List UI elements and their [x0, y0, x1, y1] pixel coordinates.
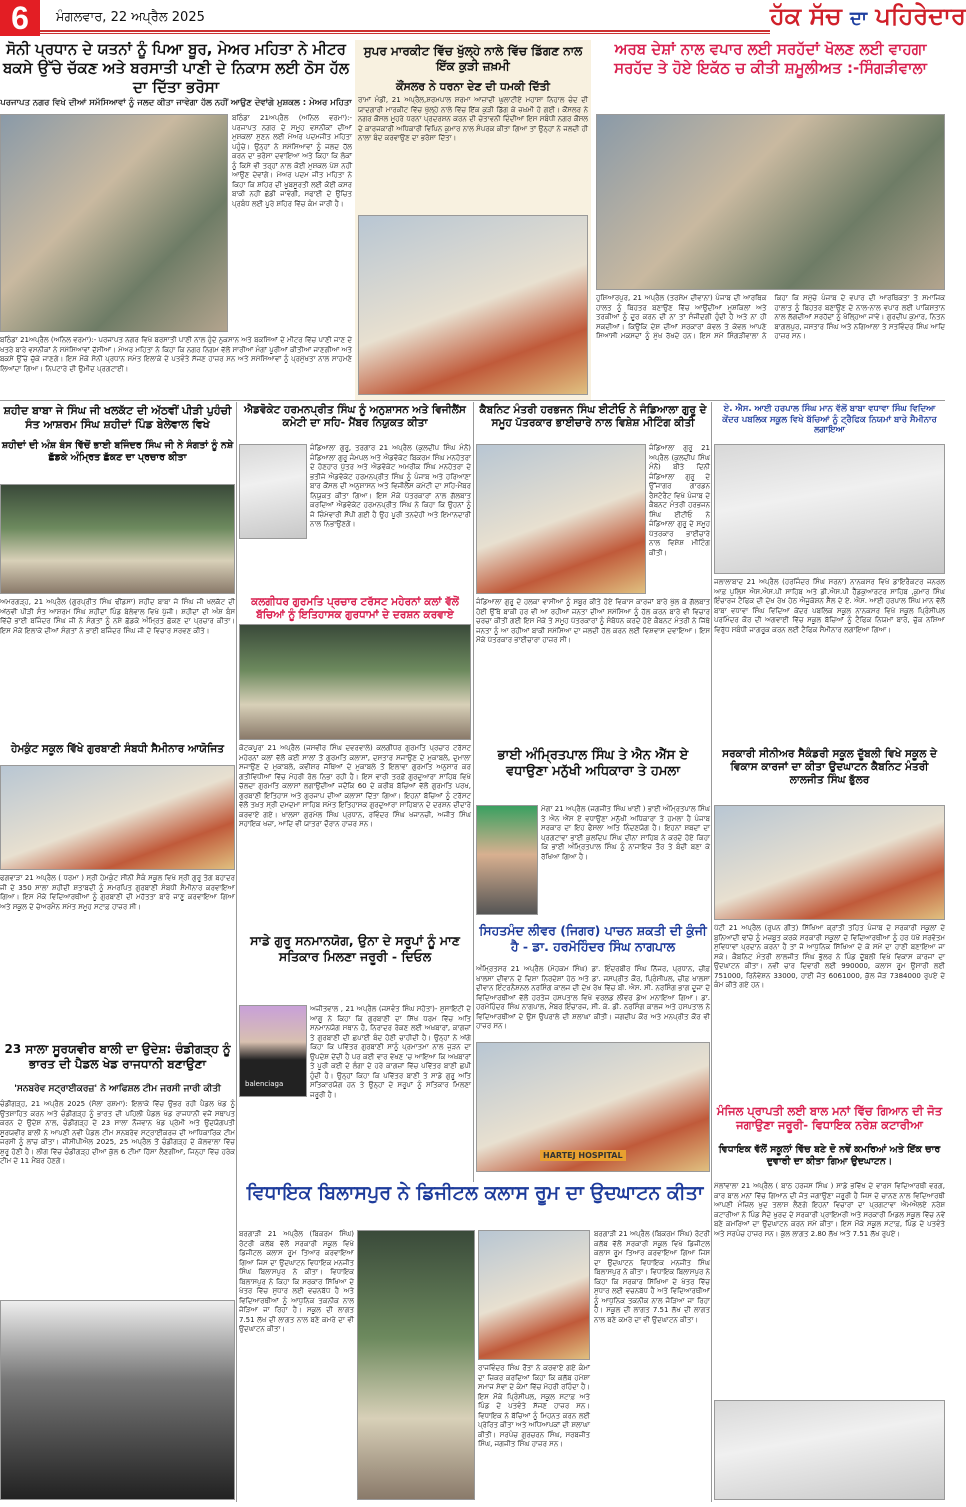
- article-body: ਬਰਗਾੜੀ 21 ਅਪ੍ਰੈਲ (ਬਿਕਰਮ ਸਿੰਘ) ਰੋਟਰੀ ਕਲੱਬ ਵੱਲੋਂ ਸਰਕਾਰੀ ਸਕੂਲ ਵਿਖੇ ਡਿਜੀਟਲ ਕਲਾਸ ਰੂਮ ਤਿਆਰ ਕਰਵਾਇਆ ਗਿਆ ਜਿਸ ਦਾ ਉਦਘਾਟਨ ਵਿਧਾਇਕ ਮਨਜੀਤ ਸਿੰਘ ਬਿਲਾਸਪੁਰ ਨੇ ਕੀਤਾ। ਵਿਧਾਇਕ ਬਿਲਾਸਪੁਰ ਨੇ ਕਿਹਾ ਕਿ ਸਰਕਾਰ ਸਿੱਖਿਆ ਦੇ ਖੇਤਰ ਵਿੱਚ ਸੁਧਾਰ ਲਈ ਵਚਨਬੱਧ ਹੈ ਅਤੇ ਵਿਦਿਆਰਥੀਆਂ ਨੂੰ ਆਧੁਨਿਕ ਤਕਨੀਕ ਨਾਲ ਜੋੜਿਆ ਜਾ ਰਿਹਾ ਹੈ। ਸਕੂਲ ਦੀ ਲਾਗਤ 7.51 ਲੱਖ ਦੀ ਲਾਗਤ ਨਾਲ ਬਣੇ ਕਮਰੇ ਦਾ ਵੀ ਉਦਘਾਟਨ ਕੀਤਾ।: [594, 1230, 710, 1324]
- headline-amritpal-nsa: ਭਾਈ ਅੰਮ੍ਰਿਤਪਾਲ ਸਿੰਘ ਤੇ ਐਨ ਐੱਸ ਏ ਵਧਾਉਣਾ ਮਨੁੱਖੀ ਅਧਿਕਾਰਾ ਤੇ ਹਮਲਾ: [497, 748, 689, 780]
- subheadline: ਸ਼ਹੀਦਾਂ ਦੀ ਅੰਸ਼ ਬੰਸ ਵਿੱਚੋਂ ਭਾਈ ਬਜਿੰਦਰ ਸਿੰਘ ਜੀ ਨੇ ਸੰਗਤਾਂ ਨੂੰ ਨਸ਼ੇ ਛੱਡਕੇ ਅੰਮ੍ਰਿਤ ਛੱਕਣ ਦਾ ਪ੍ਰਚਾਰ ਕੀਤਾ: [1, 440, 234, 464]
- photo-inauguration: [714, 805, 945, 920]
- divider: [236, 402, 237, 1502]
- photo-advocate-portrait: [239, 444, 307, 539]
- photo-school-rooms: [714, 1400, 945, 1500]
- headline-kataria: ਮੰਜਿਲ ਪ੍ਰਾਪਤੀ ਲਈ ਬਾਲ ਮਨਾਂ ਵਿੱਚ ਗਿਆਨ ਦੀ ਜੋਤ ਜਗਾਉਣਾ ਜਰੂਰੀ- ਵਿਧਾਇਕ ਨਰੇਸ਼ ਕਟਾਰੀਆ: [716, 1104, 943, 1133]
- article-body: ਅਜੀਤਵਾਲ , 21 ਅਪ੍ਰੈਲ (ਜਸਵੰਤ ਸਿੰਘ ਸਹੋਤਾ)- ਸੁਸਾਇਟੀ ਦੇ ਆਗੂ ਨੇ ਕਿਹਾ ਕਿ ਗੁਰਬਾਣੀ ਦਾ ਸਿੱਖ ਧਰਮ ਵਿੱਚ ਅਤਿ ਸਨਮਾਨਯੋਗ ਸਥਾਨ ਹੈ, ਨਿਰਾਦਰ ਰੋਕਣ ਲਈ ਅਖ਼ਬਾਰਾਂ, ਕਾਗਜ਼ਾਂ ਤੇ ਗੁਰਬਾਣੀ ਦੀ ਛਪਾਈ ਬੰਦ ਹੋਣੀ ਚਾਹੀਦੀ ਹੈ। ਉਨ੍ਹਾਂ ਨੇ ਅੱਗੇ ਕਿਹਾ ਕਿ ਪਵਿੱਤਰ ਗੁਰਬਾਣੀ ਸਾਨੂੰ ਪ੍ਰਮਾਤਮਾ ਨਾਲ ਜੁੜਨ ਦਾ ਉਪਦੇਸ਼ ਦੇਂਦੀ ਹੈ ਪਰ ਕਈ ਵਾਰ ਵੇਖਣ 'ਚ ਆਇਆ ਕਿ ਅਖ਼ਬਾਰਾਂ ਤੇ ਪੂਰੀ ਕਈ ਦੇ ਲੰਗਾ ਦੇ ਹਰੇ ਕਾਗਜ਼ਾਂ ਵਿੱਚ ਪਵਿੱਤਰ ਬਾਣੀ ਛਪੀ ਹੁੰਦੀ ਹੈ। ਉਨ੍ਹਾਂ ਕਿਹਾ ਕਿ ਪਵਿੱਤਰ ਬਾਣੀ ਤੇ ਸਾਡੇ ਗੁਰੂ ਅਤਿ ਸਤਿਕਾਰਯੋਗ ਹਨ ਤੇ ਉਨ੍ਹਾਂ ਦੇ ਸਰੂਪਾਂ ਨੂੰ ਸਤਿਕਾਰ ਮਿਲਣਾ ਜਰੂਰੀ ਹੈ।: [310, 1005, 471, 1099]
- page-number: 6: [0, 0, 40, 36]
- headline-dubli-school: ਸਰਕਾਰੀ ਸੀਨੀਅਰ ਸੈਕੰਡਰੀ ਸਕੂਲ ਦੂੱਬਲੀ ਵਿਖੇ ਸਕੂਲ ਦੇ ਵਿਕਾਸ ਕਾਰਜਾਂ ਦਾ ਕੀਤਾ ਉਦਘਾਟਨ ਕੈਬਨਿਟ ਮੰਤਰੀ ਲਾਲਜੀਤ ਸਿੰਘ ਭੁੱਲਰ: [722, 748, 937, 787]
- shirt-text: balenciaga: [245, 1080, 284, 1088]
- photo-students-seminar: [714, 444, 945, 574]
- article-body: ਪੱਟੀ 21 ਅਪ੍ਰੈਲ (ਰੁਪਨ ਗੀਤ) ਸਿੱਖਿਆ ਕ੍ਰਾਂਤੀ ਤਹਿਤ ਪੰਜਾਬ ਦੇ ਸਰਕਾਰੀ ਸਕੂਲਾਂ ਦੇ ਬੁਨਿਆਦੀ ਢਾਂਚੇ ਨੂੰ ਮਜ਼ਬੂਤ ਕਰਕੇ ਸਰਕਾਰੀ ਸਕੂਲਾਂ ਦੇ ਵਿਦਿਆਰਥੀਆਂ ਨੂੰ ਹਰ ਪੱਖੋਂ ਸਰਵੋਤਮ ਸੁਵਿਧਾਵਾਂ ਪ੍ਰਦਾਨ ਕਰਨਾ ਹੈ ਤਾਂ ਜੋ ਆਧੁਨਿਕ ਸਿੱਖਿਆ ਦੇ ਕੇ ਸਮੇਂ ਦਾ ਹਾਣੀ ਬਣਾਇਆ ਜਾ ਸਕੇ। ਕੈਬਨਿਟ ਮੰਤਰੀ ਲਾਲਜੀਤ ਸਿੰਘ ਭੁੱਲਰ ਨੇ ਪਿੰਡ ਦੂੱਬਲੀ ਵਿਖੇ ਵਿਕਾਸ ਕਾਰਜਾਂ ਦਾ ਉਦਘਾਟਨ ਕੀਤਾ। ਨਵੀਂ ਚਾਰ ਦਿਵਾਰੀ ਲਈ 990000, ਕਲਾਸ ਰੂਮ ਉਸਾਰੀ ਲਈ 751000, ਰਿਨੋਵੇਸ਼ਨ 33000, ਹਾਈ ਜੋਤ 6061000, ਕੁੱਲ ਜੋੜ 7384000 ਰੁਪਏ ਦੇ ਕੰਮ ਕੀਤੇ ਗਏ ਹਨ।: [714, 924, 945, 989]
- issue-date: ਮੰਗਲਵਾਰ, 22 ਅਪ੍ਰੈਲ 2025: [56, 10, 205, 25]
- photo-school-gate: [478, 1230, 590, 1360]
- photo-classroom-inauguration: [357, 1230, 475, 1500]
- article-body: ਬਰਗਾੜੀ 21 ਅਪ੍ਰੈਲ (ਬਿਕਰਮ ਸਿੰਘ) ਰੋਟਰੀ ਕਲੱਬ ਵੱਲੋਂ ਸਰਕਾਰੀ ਸਕੂਲ ਵਿਖੇ ਡਿਜੀਟਲ ਕਲਾਸ ਰੂਮ ਤਿਆਰ ਕਰਵਾਇਆ ਗਿਆ ਜਿਸ ਦਾ ਉਦਘਾਟਨ ਵਿਧਾਇਕ ਮਨਜੀਤ ਸਿੰਘ ਬਿਲਾਸਪੁਰ ਨੇ ਕੀਤਾ। ਵਿਧਾਇਕ ਬਿਲਾਸਪੁਰ ਨੇ ਕਿਹਾ ਕਿ ਸਰਕਾਰ ਸਿੱਖਿਆ ਦੇ ਖੇਤਰ ਵਿੱਚ ਸੁਧਾਰ ਲਈ ਵਚਨਬੱਧ ਹੈ ਅਤੇ ਵਿਦਿਆਰਥੀਆਂ ਨੂੰ ਆਧੁਨਿਕ ਤਕਨੀਕ ਨਾਲ ਜੋੜਿਆ ਜਾ ਰਿਹਾ ਹੈ। ਸਕੂਲ ਦੀ ਲਾਗਤ 7.51 ਲੱਖ ਦੀ ਲਾਗਤ ਨਾਲ ਬਣੇ ਕਮਰੇ ਦਾ ਵੀ ਉਦਘਾਟਨ ਕੀਤਾ।: [239, 1230, 354, 1333]
- divider: [711, 402, 712, 1502]
- article-body: ਹੁਸ਼ਿਆਰਪੁਰ, 21 ਅਪ੍ਰੈਲ (ਤਰਸੇਮ ਦੀਵਾਨਾ) ਪੰਜਾਬ ਦੀ ਆਰਥਿਕ ਹਾਲਤ ਨੂੰ ਬਿਹਤਰ ਬਣਾਉਣ ਵਿੱਚ ਆਉਂਦੀਆਂ ਮੁਸ਼ਕਿਲਾਂ ਅਤੇ ਤਰਕੀਆਂ ਨੂੰ ਦੂਰ ਕਰਨ ਦੀ ਨਾ ਤਾਂ ਸੰਜੀਦਗੀ ਹੁੰਦੀ ਹੈ ਅਤੇ ਨਾ ਹੀ ਸਕਦੀਆਂ। ਕਿਉਂਕਿ ਦੇਸ਼ ਦੀਆਂ ਸਰਕਾਰਾਂ ਕੇਵਲ ਤੇ ਕੇਵਲ ਆਪਣੇ ਸਿਆਸੀ ਮਕਸਦਾਂ ਨੂੰ ਮੁੱਖ ਰੱਖਦੇ ਹਨ। ਇਸ ਸਮੇਂ ਸਿੰਗੜੀਵਾਲਾ ਨੇ ਕਿਹਾ ਕਿ ਸਮੁੱਚੇ ਪੰਜਾਬ ਦੇ ਵਪਾਰ ਦੀ ਆਰਥਿਕਤਾ ਤੇ ਸਮਾਜਿਕ ਹਾਲਾਤ ਨੂੰ ਬਿਹਤਰ ਬਣਾਉਣ ਦੇ ਨਾਲ-ਨਾਲ ਵਪਾਰ ਲਈ ਪਾਕਿਸਤਾਨ ਨਾਲ ਲੱਗਦੀਆਂ ਸਰਹੱਦਾਂ ਨੂੰ ਖੋਲ੍ਹਿਆ ਜਾਵੇ। ਗੁਰਦੀਪ ਕੁਮਾਰ, ਨਿਤਨ ਬਾਗਲਪੁਰ, ਜਸਤਾਰ ਸਿੰਘ ਅਤੇ ਨਗਿਆਲਾ ਤੇ ਸਤਵਿੰਦਰ ਸਿੰਘ ਆਦਿ ਹਾਜ਼ਰ ਸਨ।: [596, 294, 945, 340]
- masthead-part: ਹੱਕ ਸੱਚ: [770, 2, 850, 30]
- article-body: ਬਠਿੰਡਾ 21ਅਪ੍ਰੈਲ (ਅਨਿਲ ਵਰਮਾ):- ਪਰਜਾਪਤ ਨਗਰ ਵਿਖੇ ਬਰਸਾਤੀ ਪਾਣੀ ਨਾਲ ਹੁੰਦੇ ਨੁਕਸਾਨ ਅਤੇ ਬਕਸਿਆਂ ਦੇ ਮੀਟਰ ਵਿੱਚ ਪਾਣੀ ਜਾਣ ਦੇ ਖਤਰੇ ਬਾਰੇ ਵਸਨੀਕਾਂ ਨੇ ਸਮੱਸਿਆਵਾਂ ਦੱਸੀਆਂ। ਮੇਅਰ ਮਹਿਤਾ ਨੇ ਕਿਹਾ ਕਿ ਨਗਰ ਨਿਗਮ ਵੱਲੋਂ ਸਾਰੀਆਂ ਮੰਗਾਂ ਪੂਰੀਆਂ ਕੀਤੀਆਂ ਜਾਣਗੀਆਂ ਅਤੇ ਬਕਸੇ ਉੱਚੇ ਚੁੱਕੇ ਜਾਣਗੇ। ਇਸ ਮੌਕੇ ਸੋਨੀ ਪ੍ਰਧਾਨ ਸਮੇਤ ਇਲਾਕੇ ਦੇ ਪਤਵੰਤੇ ਸੱਜਣ ਹਾਜ਼ਰ ਸਨ ਅਤੇ ਸਮੱਸਿਆਵਾਂ ਨੂੰ ਪ੍ਰਮੁੱਖਤਾ ਨਾਲ ਸਾਹਮਣੇ ਲਿਆਂਦਾ ਗਿਆ। ਨਿਪਟਾਰੇ ਦੀ ਉਮੀਦ ਪ੍ਰਗਟਾਈ।: [0, 336, 352, 373]
- subheadline: ਪਰਜਾਪਤ ਨਗਰ ਵਿਖੇ ਦੀਆਂ ਸਮੱਸਿਆਵਾਂ ਨੂੰ ਜਲਦ ਕੀਤਾ ਜਾਵੇਗਾ ਹੱਲ ਨਹੀਂ ਆਉਣ ਦੇਵਾਂਗੇ ਮੁਸ਼ਕਲ : ਮੇਅਰ ਮਹਿਤਾ: [0, 98, 352, 108]
- divider: [0, 400, 945, 401]
- photo-meeting: [476, 444, 646, 594]
- article-body: ਜੰਡਿਆਲਾ ਗੁਰੂ, ਤਰਗਾਰ 21 ਅਪ੍ਰੈਲ (ਕੁਲਦੀਪ ਸਿੰਘ ਮੰਨੋਂ) ਜੰਡਿਆਲਾ ਗੁਰੂ ਜੰਮਪਲ ਅਤੇ ਐਡਵੋਕੇਟ ਬਿਕਰਮ ਸਿੰਘ ਮਨਹੋਤਰਾ ਦੇ ਹੋਣਹਾਰ ਪੁੱਤਰ ਅਤੇ ਐਡਵੋਕੇਟ ਅਮਰੀਕ ਸਿੰਘ ਮਨਹੋਤਰਾ ਦੇ ਭਤੀਜੇ ਐਡਵੋਕੇਟ ਹਰਮਨਪ੍ਰੀਤ ਸਿੰਘ ਨੂੰ ਪੰਜਾਬ ਅਤੇ ਹਰਿਆਣਾ ਬਾਰ ਕੌਂਸਲ ਦੀ ਅਨੁਸ਼ਾਸਨ ਅਤੇ ਵਿਜੀਲੈਂਸ ਕਮੇਟੀ ਦਾ ਸਹਿ-ਮੈਂਬਰ ਨਿਯੁਕਤ ਕੀਤਾ ਗਿਆ। ਇਸ ਮੌਕੇ ਪੱਤਰਕਾਰਾਂ ਨਾਲ ਗੱਲਬਾਤ ਕਰਦਿਆਂ ਐਡਵੋਕੇਟ ਹਰਮਨਪ੍ਰੀਤ ਸਿੰਘ ਨੇ ਕਿਹਾ ਕਿ ਉਹਨਾਂ ਨੂੰ ਜੋ ਜ਼ਿੰਮੇਵਾਰੀ ਸੌਂਪੀ ਗਈ ਹੈ ਉਹ ਪੂਰੀ ਤਨਦੇਹੀ ਅਤੇ ਇਮਾਨਦਾਰੀ ਨਾਲ ਨਿਭਾਉਣਗੇ।: [310, 444, 471, 528]
- hospital-banner: HARTEJ HOSPITAL: [540, 1150, 626, 1161]
- article-body: ਫਗਵਾੜਾ 21 ਅਪ੍ਰੈਲ ( ਧਰਮਾ ) ਸ੍ਰੀ ਹੇਮਕੁੰਟ ਸੀਨੀ ਸੈਕੰ ਸਕੂਲ ਵਿਖੇ ਸ੍ਰੀ ਗੁਰੂ ਤੇਗ ਬਹਾਦਰ ਜੀ ਦੇ 350 ਸਾਲਾ ਸ਼ਹੀਦੀ ਸ਼ਤਾਬਦੀ ਨੂੰ ਸਮਰਪਿਤ ਗੁਰਬਾਣੀ ਸੰਬਧੀ ਸੈਮੀਨਾਰ ਕਰਵਾਇਆ ਗਿਆ। ਇਸ ਮੌਕੇ ਵਿਦਿਆਰਥੀਆਂ ਨੂੰ ਗੁਰਬਾਣੀ ਦੀ ਮਹੱਤਤਾ ਬਾਰੇ ਜਾਣੂ ਕਰਵਾਇਆ ਗਿਆ ਅਤੇ ਸਕੂਲ ਦੇ ਚੇਅਰਮੈਨ ਸਮੇਤ ਸਮੂਹ ਸਟਾਫ਼ ਹਾਜ਼ਰ ਸੀ।: [0, 874, 235, 911]
- photo-seminar: [0, 765, 235, 870]
- photo-injured-girl: [358, 215, 588, 395]
- article-body: ਮੋਗਾ 21 ਅਪ੍ਰੈਲ (ਜਗਜੀਤ ਸਿੰਘ ਖਾਈ ) ਭਾਈ ਅੰਮ੍ਰਿਤਪਾਲ ਸਿੰਘ ਤੇ ਐਨ ਐੱਸ ਏ ਵਧਾਉਣਾ ਮਨੁੱਖੀ ਅਧਿਕਾਰਾ ਤੇ ਹਮਲਾ ਹੈ ਪੰਜਾਬ ਸਰਕਾਰ ਦਾ ਇਹ ਫੈਸਲਾ ਅਤਿ ਨਿੰਦਣਯੋਗ ਹੈ। ਇਹਨਾਂ ਸ਼ਬਦਾਂ ਦਾ ਪ੍ਰਗਟਾਵਾ ਭਾਈ ਕੁਲਦਿਪ ਸਿੰਘ ਦੀਨਾ ਸਾਹਿਬ ਨੇ ਕਰਦੇ ਹੋਏ ਕਿਹਾ ਕਿ ਭਾਈ ਅੰਮ੍ਰਿਤਪਾਲ ਸਿੰਘ ਨੂੰ ਨਾਜਾਇਜ਼ ਤੌਰ ਤੇ ਬੰਦੀ ਬਣਾ ਕੇ ਰੱਖਿਆ ਗਿਆ ਹੈ।: [541, 805, 711, 861]
- article-body: ਕੋਟਕਪੂਰਾ 21 ਅਪ੍ਰੈਲ (ਜਸਵੀਰ ਸਿੰਘ ਦਵਰਵਾਲੇ) ਕਲਗੀਧਰ ਗੁਰਮਤਿ ਪ੍ਰਚਾਰ ਟਰੱਸਟ ਮਹੇਰਨਾਂ ਕਲਾਂ ਵੱਲੋਂ ਕਈ ਸਾਲਾਂ ਤੋਂ ਗੁਰਮਤਿ ਕਲਾਸਾਂ, ਦਸਤਾਰ ਸਜਾਉਣ ਦੇ ਮੁਕਾਬਲੇ, ਦੁਮਾਲਾ ਸਜਾਉਣ ਦੇ ਮੁਕਾਬਲੇ, ਕਵੀਸ਼ਰ ਜੱਥਿਆਂ ਦੇ ਮੁਕਾਬਲੇ ਤੋਂ ਇਲਾਵਾ ਗੁਰਮਤਿ ਅਨੁਸਾਰ ਕਰ ਗਤੀਵਿਧੀਆਂ ਵਿੱਚ ਮੋਹਰੀ ਰੋਲ ਨਿਭਾ ਰਹੀ ਹੈ। ਇਸ ਵਾਰੀ ਤਰਫ਼ੋਂ ਗੁਰਦੁਆਰਾ ਸਾਹਿਬ ਵਿਖੇ ਚੱਲਦਾ ਗੁਰਮਤਿ ਕਲਾਸਾਂ ਲਗਾਉਂਦੀਆਂ ਜਦੋਂਕਿ 60 ਦੇ ਕਰੀਬ ਬੱਚਿਆਂ ਵੱਲੋਂ ਗੁਰਮਤਿ ਪਰਖ, ਗੁਰਬਾਣੀ ਇਤਿਹਾਸ ਅਤੇ ਗੁਰਜਾਪ ਦੀਆਂ ਕਲਾਸਾਂ ਦਿੱਤਾ ਗਿਆ। ਇਹਨਾਂ ਬੱਚਿਆਂ ਨੂੰ ਟਰੱਸਟ ਵੱਲੋਂ ਤਖ਼ਤ ਸ੍ਰੀ ਦਮਦਮਾ ਸਾਹਿਬ ਸਮੇਤ ਇਤਿਹਾਸਕ ਗੁਰਦੁਆਰਾ ਸਾਹਿਬਾਨ ਦੇ ਦਰਸ਼ਨ ਦੀਦਾਰੇ ਕਰਵਾਏ ਗਏ। ਖਾਲਸਾ ਗੁਰਮੇਲ ਸਿੰਘ ਪ੍ਰਧਾਨ, ਰਵਿੰਦਰ ਸਿੰਘ ਖਜਾਨਚੀ, ਅਜੀਤ ਸਿੰਘ ਸਹਾਇਕ ਖਜ਼ਾ, ਆਦਿ ਵੀ ਯਾਤਰਾ ਦੌਰਾਨ ਹਾਜ਼ਰ ਸਨ।: [239, 744, 471, 828]
- photo-mayor-visit: [0, 114, 228, 332]
- header-rule: [40, 30, 770, 34]
- article-body: ਜੰਡਿਆਲਾ ਗੁਰੂ 21 ਅਪ੍ਰੈਲ (ਕੁਲਦੀਪ ਸਿੰਘ ਮੰਨੋਂ) ਬੀਤੇ ਦਿਨੀ ਜੰਡਿਆਲਾ ਗੁਰੂ ਦੇ ਉੱਜਾਗਰ ਗਾਰਡਨ ਰੈਸਟੋਰੈਂਟ ਵਿਖੇ ਪੰਜਾਬ ਦੇ ਕੈਬਨਟ ਮੰਤਰੀ ਹਰਭਜਨ ਸਿੰਘ ਈਟੀਓ ਨੇ ਜੰਡਿਆਲਾ ਗੁਰੂ ਦੇ ਸਮੂਹ ਪੱਤਰਕਾਰ ਭਾਈਚਾਰੇ ਨਾਲ ਵਿਸ਼ੇਸ਼ ਮੀਟਿੰਗ ਕੀਤੀ।: [649, 444, 710, 557]
- headline-deol: ਸਾਡੇ ਗੁਰੂ ਸਨਮਾਨਯੋਗ, ਉਨਾ ਦੇ ਸਰੂਪਾਂ ਨੂੰ ਮਾਣ ਸਤਿਕਾਰ ਮਿਲਣਾ ਜਰੂਰੀ - ਦਿਓਲ: [250, 933, 460, 964]
- article-body: ਰਾਜਵਿੰਦਰ ਸਿੰਘ ਰੌਂਤਾ ਨੇ ਕਰਵਾਏ ਗਏ ਕੰਮਾਂ ਦਾ ਜ਼ਿਕਰ ਕਰਦਿਆਂ ਕਿਹਾ ਕਿ ਕਲੱਬ ਹਮੇਸ਼ਾ ਸਮਾਜ ਸੇਵਾ ਦੇ ਕੰਮਾਂ ਵਿੱਚ ਮੋਹਰੀ ਰਹਿੰਦਾ ਹੈ। ਇਸ ਮੌਕੇ ਪ੍ਰਿੰਸੀਪਲ, ਸਕੂਲ ਸਟਾਫ਼ ਅਤੇ ਪਿੰਡ ਦੇ ਪਤਵੰਤੇ ਸੱਜਣ ਹਾਜ਼ਰ ਸਨ। ਵਿਧਾਇਕ ਨੇ ਬੱਚਿਆਂ ਨੂੰ ਮਿਹਨਤ ਕਰਨ ਲਈ ਪ੍ਰੇਰਿਤ ਕੀਤਾ ਅਤੇ ਅਧਿਆਪਕਾਂ ਦੀ ਸ਼ਲਾਘਾ ਕੀਤੀ। ਸਰਪੰਚ ਗੁਰਚਰਨ ਸਿੰਘ, ਸਰਬਜੀਤ ਸਿੰਘ, ਜਗਜੀਤ ਸਿੰਘ ਹਾਜ਼ਰ ਸਨ।: [478, 1364, 590, 1448]
- subheadline: ਕੌਂਸਲਰ ਨੇ ਧਰਨਾ ਦੇਣ ਦੀ ਧਮਕੀ ਦਿੱਤੀ: [396, 80, 550, 93]
- photo-border-gathering: [596, 114, 945, 290]
- headline-traffic-seminar: ਏ. ਐਸ. ਆਈ ਹਰਪਾਲ ਸਿੰਘ ਮਾਨ ਵੱਲੋਂ ਬਾਬਾ ਵਧਾਵਾ ਸਿੰਘ ਵਿਦਿਆ ਕੇਂਦਰ ਪਬਲਿਕ ਸਕੂਲ ਵਿਖੇ ਬੱਚਿਆਂ ਨੂੰ ਟ੍ਰੈਫਿਕ ਨਿਯਮਾਂ ਬਾਰੇ ਸੈਮੀਨਾਰ ਲਗਾਇਆ: [722, 404, 937, 436]
- masthead-part: ਪਹਿਰੇਦਾਰ: [867, 2, 966, 30]
- headline-hemkunt-school: ਹੇਮਕੁੰਟ ਸਕੂਲ ਵਿੱਖੇ ਗੁਰਬਾਣੀ ਸੰਬਧੀ ਸੈਮੀਨਾਰ ਆਯੋਜਿਤ: [11, 743, 224, 755]
- headline-kalgidhar-trust: ਕਲਗੀਧਰ ਗੁਰਮਤਿ ਪ੍ਰਚਾਰ ਟਰੱਸਟ ਮਹੇਰਨਾਂ ਕਲਾਂ ਵੱਲੋਂ ਬੱਚਿਆਂ ਨੂੰ ਇਤਿਹਾਸਕ ਗੁਰਧਾਮਾਂ ਦੇ ਦਰਸ਼ਨ ਕਰਵਾਏ: [251, 596, 459, 622]
- photo-children-gurdwara: [239, 624, 471, 740]
- photo-portrait: [476, 805, 538, 915]
- headline-advocate-harmanpreet: ਐਡਵੋਕੇਟ ਹਰਮਨਪ੍ਰੀਤ ਸਿੰਘ ਨੂੰ ਅਨੁਸ਼ਾਸਨ ਅਤੇ ਵਿਜੀਲੈਂਸ ਕਮੇਟੀ ਦਾ ਸਹਿ- ਮੈਂਬਰ ਨਿਯੁਕਤ ਕੀਤਾ: [244, 404, 466, 430]
- divider: [473, 402, 474, 1182]
- subheadline: ਵਿਧਾਇਕ ਵੱਲੋਂ ਸਕੂਲਾਂ ਵਿੱਚ ਬਣੇ ਦੋ ਨਵੇਂ ਕਮਰਿਆਂ ਅਤੇ ਇੱਕ ਚਾਰ ਦੁਵਾਰੀ ਦਾ ਕੀਤਾ ਗਿਆ ਉਦਘਾਟਨ।: [718, 1144, 941, 1168]
- article-body: ਜਲਾਲਾਬਾਦ 21 ਅਪ੍ਰੈਲ (ਹਰਜਿੰਦਰ ਸਿੰਘ ਸਰਨਾ) ਨਾਨਕਸਰ ਵਿਖੇ ਡਾਇਰੈਕਟਰ ਜਨਰਲ ਆਫ਼ ਪੁਲਿਸ ਐਸ.ਐਸ.ਪੀ ਸਾਹਿਬ ਅਤੇ ਡੀ.ਐਸ.ਪੀ ਹੈੱਡਕੁਆਰਟਰ ਸਾਹਿਬ ,ਕੁਮਾਰ ਸਿੰਘ ਇੰਚਾਰਜ ਟੈਫਿਕ ਦੀ ਦੇਖ ਰੇਖ ਹੇਠ ਐਜੂਕੇਸ਼ਨ ਸੈੱਲ ਦੇ ਏ. ਐਸ. ਆਈ ਹਰਪਾਲ ਸਿੰਘ ਮਾਨ ਵੱਲੋਂ ਬਾਬਾ ਵਧਾਵਾ ਸਿੰਘ ਵਿਦਿਆ ਕੇਂਦਰ ਪਬਲਿਕ ਸਕੂਲ ਨਾਨਕਸਰ ਵਿਖੇ ਸਕੂਲ ਪ੍ਰਿੰਸੀਪਲ ਪਰਮਿੰਦਰ ਕੌਰ ਦੀ ਅਗਵਾਈ ਵਿੱਚ ਸਕੂਲ ਬੱਚਿਆਂ ਨੂੰ ਟੈਫਿਕ ਨਿਯਮਾਂ ਬਾਰੇ, ਚੁੱਕ ਨਸ਼ਿਆ ਵਿਰੁੱਧ ਸਬੰਧੀ ਜਾਗਰੂਕ ਕਰਨ ਲਈ ਟੈਫਿਕ ਸੈਮੀਨਾਰ ਲਗਾਇਆ ਗਿਆ।: [714, 578, 945, 634]
- article-body: ਜੰਡਿਆਲਾ ਗੁਰੂ ਦੇ ਹਲਕਾ ਵਾਸੀਆਂ ਨੂੰ ਸਬੂਰ ਕੀਤੇ ਹੋਏ ਵਿਕਾਸ ਕਾਰਜਾਂ ਬਾਰੇ ਖੁੱਲ ਕੇ ਗੱਲਬਾਤ ਹੋਈ ਉੱਥੇ ਬਾਕੀ ਹਰ ਵੀ ਆ ਰਹੀਆਂ ਜਨਤਾ ਦੀਆਂ ਸਮੱਸਿਆ ਨੂੰ ਹੱਲ ਕਰਨ ਬਾਰੇ ਵੀ ਵਿਚਾਰ ਚਰਚਾ ਕੀਤੀ ਗਈ ਇਸ ਮੌਕੇ ਤੇ ਸਮੂਹ ਪੱਤਰਕਾਰਾਂ ਨੂੰ ਸੰਬੋਧਨ ਕਰਦੇ ਹੋਏ ਕੈਬਨਟ ਮੰਤਰੀ ਨੇ ਜਿੱਥੇ ਜਨਤਾ ਨੂੰ ਆ ਰਹੀਆਂ ਬਾਕੀ ਸਮੱਸਿਆ ਦਾ ਜਲਦੀ ਹੱਲ ਕਰਨ ਲਈ ਵਿਸ਼ਵਾਸ ਦਵਾਇਆ। ਇਸ ਮੌਕੇ ਪੱਤਰਕਾਰ ਭਾਈਚਾਰਾ ਹਾਜ਼ਰ ਸੀ।: [476, 598, 710, 644]
- headline-healthy-liver: ਸਿਹਤਮੰਦ ਲੀਵਰ (ਜਿਗਰ) ਪਾਚਨ ਸ਼ਕਤੀ ਦੀ ਕੁੰਜੀ ਹੈ - ਡਾ. ਹਰਮੋਹਿੰਦਰ ਸਿੰਘ ਨਾਗਪਾਲ: [479, 923, 707, 954]
- article-body: ਮੱਲਾਂਵਾਲਾ 21 ਅਪ੍ਰੈਲ ( ਬਾਠ ਹਰਜਸ ਸਿੰਘ ) ਸਾਡੇ ਭਵਿੱਖ ਦੇ ਵਾਰਸ ਵਿਦਿਆਰਥੀ ਵਰਗ, ਕਾਰ ਬਾਲ ਮਨਾਂ ਵਿੱਚ ਗਿਆਨ ਦੀ ਜੋਤ ਜਗਾਉਣਾ ਜਰੂਰੀ ਹੈ ਜਿਸ ਦੇ ਚਾਨਣ ਨਾਲ ਵਿਦਿਆਰਥੀ ਆਪਣੀ ਮੰਜ਼ਿਲ ਖੁਦ ਤਲਾਸ਼ ਲੈਣਗੇ ਇਹਨਾਂ ਵਿਚਾਰਾਂ ਦਾ ਪ੍ਰਗਟਾਵਾ ਐਮਐਲਏ ਨਰੇਸ਼ ਕਟਾਰੀਆ ਨੇ ਪਿੰਡ ਸੈਦੇ ਖੁਰਦ ਦੇ ਸਰਕਾਰੀ ਪ੍ਰਾਇਮਰੀ ਅਤੇ ਸਰਕਾਰੀ ਮਿਡਲ ਸਕੂਲ ਵਿੱਚ ਨਵੇਂ ਬਣੇ ਕਮਰਿਆਂ ਦਾ ਉਦਘਾਟਨ ਕਰਨ ਸਮੇਂ ਕੀਤਾ। ਇਸ ਮੌਕੇ ਸਕੂਲ ਸਟਾਫ਼, ਪਿੰਡ ਦੇ ਪਤਵੰਤੇ ਅਤੇ ਸਰਪੰਚ ਹਾਜ਼ਰ ਸਨ। ਕੁੱਲ ਲਾਗਤ 2.80 ਲੱਖ ਅਤੇ 7.51 ਲੱਖ ਰੁਪਏ।: [714, 1182, 945, 1238]
- headline-bilaspur-digital-class: ਵਿਧਾਇਕ ਬਿਲਾਸਪੁਰ ਨੇ ਡਿਜੀਟਲ ਕਲਾਸ ਰੂਮ ਦਾ ਉਦਘਾਟਨ ਕੀਤਾ: [246, 1182, 704, 1204]
- headline-soni-pradhan: ਸੋਨੀ ਪ੍ਰਧਾਨ ਦੇ ਯਤਨਾਂ ਨੂੰ ਪਿਆ ਬੂਰ, ਮੇਅਰ ਮਹਿਤਾ ਨੇ ਮੀਟਰ ਬਕਸੇ ਉੱਚੇ ਚੱਕਣ ਅਤੇ ਬਰਸਾਤੀ ਪਾਣੀ ਦੇ ਨਿਕਾਸ ਲਈ ਠੋਸ ਹੱਲ ਦਾ ਦਿੱਤਾ ਭਰੋਸਾ: [3, 40, 349, 96]
- article-body: ਰਾਮਾਂ ਮੰਡੀ, 21 ਅਪ੍ਰੈਲ,ਸ਼ਰਮਪਾਲ ਸ਼ਰਮਾ ਆਜ਼ਾਦੀ ਘੁਲਾਟੀਏ ਮਹਾਸ਼ਾ ਨਿਹਾਲ ਚੰਦ ਦੀ ਯਾਦਗਾਰੀ ਮਾਰਕੀਟ ਵਿੱਚ ਖੁੱਲ੍ਹੇ ਨਾਲੇ ਵਿੱਚ ਇੱਕ ਕੁੜੀ ਡਿੱਗ ਕੇ ਜ਼ਖ਼ਮੀ ਹੋ ਗਈ। ਕੌਂਸਲਰ ਨੇ ਨਗਰ ਕੌਂਸਲ ਮੂਹਰੇ ਧਰਨਾ ਪ੍ਰਦਰਸ਼ਨ ਕਰਨ ਦੀ ਚੇਤਾਵਨੀ ਦਿੰਦੀਆਂ ਇਸ ਸਬੰਧੀ ਨਗਰ ਕੌਂਸਲ ਦੇ ਕਾਰਜਕਾਰੀ ਅਧਿਕਾਰੀ ਵਿਪਿਨ ਕੁਮਾਰ ਨਾਲ ਸੰਪਰਕ ਕੀਤਾ ਗਿਆ ਤਾਂ ਉਨ੍ਹਾਂ ਨੇ ਜਲਦੀ ਹੀ ਨਾਲਾ ਬੰਦ ਕਰਵਾਉਣ ਦਾ ਭਰੋਸਾ ਦਿੱਤਾ।: [358, 96, 588, 142]
- subheadline: 'ਸਨਬਰੇਵ ਸਟ੍ਰਾਈਕਰਜ਼' ਨੇ ਆਫਿਸ਼ਲ ਟੀਮ ਜਰਸੀ ਜਾਰੀ ਕੀਤੀ: [14, 1084, 221, 1094]
- article-body: ਅਮਰਗੜ੍ਹ, 21 ਅਪ੍ਰੈਲ (ਗੁਰਪ੍ਰੀਤ ਸਿੰਘ ਢੀਂਡਸਾ) ਸ਼ਹੀਦ ਬਾਬਾ ਜੇ ਸਿੰਘ ਜੀ ਖਲਕੱਟ ਦੀ ਅੱਠਵੀਂ ਪੀੜੀ ਸੰਤ ਆਸ਼ਰਮ ਸਿੰਘ ਸ਼ਹੀਦਾਂ ਪਿੰਡ ਬੇਲੇਵਾਲ ਵਿਖੇ ਪੁੱਜੀ। ਸ਼ਹੀਦਾਂ ਦੀ ਅੰਸ਼ ਬੰਸ ਵਿੱਚੋਂ ਭਾਈ ਬਜਿੰਦਰ ਸਿੰਘ ਜੀ ਨੇ ਸੰਗਤਾਂ ਨੂੰ ਨਸ਼ੇ ਛੱਡਕੇ ਅੰਮ੍ਰਿਤ ਛੱਕਣ ਦਾ ਪ੍ਰਚਾਰ ਕੀਤਾ। ਇਸ ਮੌਕੇ ਇਲਾਕੇ ਦੀਆਂ ਸੰਗਤਾਂ ਨੇ ਭਾਈ ਬਜਿੰਦਰ ਸਿੰਘ ਜੀ ਦੇ ਵਿਚਾਰ ਸਰਵਣ ਕੀਤੇ।: [0, 598, 235, 635]
- masthead-logo: [770, 2, 966, 36]
- headline-super-market: ਸੁਪਰ ਮਾਰਕੀਟ ਵਿੱਚ ਖੁੱਲ੍ਹੇ ਨਾਲੇ ਵਿੱਚ ਡਿੱਗਣ ਨਾਲ ਇੱਕ ਕੁੜੀ ਜ਼ਖ਼ਮੀ: [363, 44, 583, 73]
- article-body: ਅੰਮ੍ਰਿਤਸਰ 21 ਅਪ੍ਰੈਲ (ਮੋਹਕਮ ਸਿੰਘ) ਡਾ. ਇੰਦਰਬੀਰ ਸਿੰਘ ਨਿੱਜਰ, ਪ੍ਰਧਾਨ, ਚੀਫ਼ ਖਾਲਸਾ ਦੀਵਾਨ ਦੇ ਦਿਸ਼ਾ ਨਿਰਦੇਸ਼ਾਂ ਹੇਠ ਅਤੇ ਡਾ. ਜਸਪ੍ਰੀਤ ਕੌਰ, ਪ੍ਰਿੰਸੀਪਲ, ਚੀਫ਼ ਖਾਲਸਾ ਦੀਵਾਨ ਇੰਟਰਨੈਸ਼ਨਲ ਨਰਸਿੰਗ ਕਾਲਜ ਦੀ ਦੇਖ ਰੇਖ ਵਿੱਚ ਬੀ. ਐਸ. ਸੀ. ਨਰਸਿੰਗ ਭਾਗ ਦੂਜਾ ਦੇ ਵਿਦਿਆਰਥੀਆਂ ਵੱਲੋਂ ਹਰਤੇਜ ਹਸਪਤਾਲ ਵਿਖੇ ਵਰਲਡ ਲੀਵਰ ਡੇਅ ਮਨਾਇਆ ਗਿਆ। ਡਾ. ਹਰਮੋਹਿੰਦਰ ਸਿੰਘ ਨਾਗਪਾਲ, ਮੈਂਬਰ ਇੰਚਾਰਜ, ਸੀ. ਕੇ. ਡੀ. ਨਰਸਿੰਗ ਕਾਲਜ ਅਤੇ ਹਸਪਤਾਲ ਨੇ ਵਿਦਿਆਰਥੀਆਂ ਦੇ ਉਸ ਉਪਰਾਲੇ ਦੀ ਸ਼ਲਾਘਾ ਕੀਤੀ। ਜਗਦੀਪ ਕੌਰ ਅਤੇ ਮਨਪ੍ਰੀਤ ਕੌਰ ਵੀ ਹਾਜ਼ਰ ਸਨ।: [476, 965, 710, 1030]
- headline-wagah-border: ਅਰਬ ਦੇਸ਼ਾਂ ਨਾਲ ਵਪਾਰ ਲਈ ਸਰਹੱਦਾਂ ਖੋਲਣ ਲਈ ਵਾਹਗਾ ਸਰਹੱਦ ਤੇ ਹੋਏ ਇਕੱਠ ਚ ਕੀਤੀ ਸ਼ਮੂਲੀਅਤ :-ਸਿੰਗੜੀਵਾਲਾ: [614, 40, 927, 77]
- headline-cabinet-minister-eto: ਕੈਬਨਿਟ ਮੰਤਰੀ ਹਰਭਜਨ ਸਿੰਘ ਈਟੀਓ ਨੇ ਜੰਡਿਆਲਾ ਗੁਰੂ ਦੇ ਸਮੂਹ ਪੱਤਰਕਾਰ ਭਾਈਚਾਰੇ ਨਾਲ ਵਿਸ਼ੇਸ਼ ਮੀਟਿੰਗ ਕੀਤੀ: [479, 404, 707, 430]
- photo-sangat: [0, 484, 235, 594]
- headline-padel-chandigarh: 23 ਸਾਲਾ ਸੂਰਯਵੀਰ ਬਾਲੀ ਦਾ ਉਦੇਸ਼: ਚੰਡੀਗੜ੍ਹ ਨੂੰ ਭਾਰਤ ਦੀ ਪੈਡਲ ਖੇਡ ਰਾਜਧਾਨੀ ਬਣਾਉਣਾ: [4, 1042, 231, 1071]
- photo-padel-team: [0, 1300, 235, 1500]
- headline-baba-je-singh: ਸ਼ਹੀਦ ਬਾਬਾ ਜੇ ਸਿੰਘ ਜੀ ਖਲਕੱਟ ਦੀ ਅੱਠਵੀਂ ਪੀੜੀ ਪੁਹੰਚੀ ਸੰਤ ਆਸ਼ਰਮ ਸਿੰਘ ਸ਼ਹੀਦਾਂ ਪਿੰਡ ਬੇਲੇਵਾਲ ਵਿਖੇ: [3, 404, 232, 431]
- article-body: ਚੰਡੀਗੜ੍ਹ, 21 ਅਪ੍ਰੈਲ 2025 (ਸੋਲਾ ਰਸ਼ਮਾ): ਇਲਾਕੇ ਵਿੱਚ ਉਭਰ ਰਹੀ ਪੈਡਲ ਖੇਡ ਨੂੰ ਉਤਸ਼ਾਹਿਤ ਕਰਨ ਅਤੇ ਚੰਡੀਗੜ੍ਹ ਨੂੰ ਭਾਰਤ ਦੀ ਪਹਿਲੀ ਪੈਡਲ ਖੇਡ ਰਾਜਧਾਨੀ ਵਜੋਂ ਸਥਾਪਤ ਕਰਨ ਦੇ ਉਦੇਸ਼ ਨਾਲ, ਚੰਡੀਗੜ੍ਹ ਦੇ 23 ਸਾਲਾ ਨੌਜਵਾਨ ਖੇਡ ਪ੍ਰੇਮੀ ਅਤੇ ਉਦਯੋਗਪਤੀ ਸੂਰਯਵੀਰ ਬਾਲੀ ਨੇ ਆਪਣੀ ਨਵੀਂ ਪੈਡਲ ਟੀਮ ਸਨਬਰੇਵ ਸਟ੍ਰਾਈਕਰਜ਼ ਦੀ ਆਧਿਕਾਰਿਕ ਟੀਮ ਜਰਸੀ ਨੂੰ ਲਾਂਚ ਕੀਤਾ। ਜੀਸੀਪੀਐਲ 2025, 25 ਅਪ੍ਰੈਲ ਤੋਂ ਚੰਡੀਗੜ੍ਹ ਦੇ ਕੋਲਵਾਲਾ ਵਿੱਚ ਸ਼ੁਰੂ ਹੋਣੀ ਹੈ। ਲੀਗ ਵਿੱਚ ਚੰਡੀਗੜ੍ਹ ਦੀਆਂ ਕੁੱਲ 6 ਟੀਮਾਂ ਹਿੱਸਾ ਲੈਣਗੀਆਂ, ਜਿਨ੍ਹਾਂ ਵਿੱਚ ਹਰੇਕ ਟੀਮ ਦੇ 11 ਮੈਂਬਰ ਹੋਣਗੇ।: [0, 1100, 235, 1165]
- masthead-part: ਦਾ: [849, 8, 868, 29]
- article-body: ਬਠਿੰਡਾ 21ਅਪ੍ਰੈਲ (ਅਨਿਲ ਵਰਮਾ):- ਪਰਜਾਪਤ ਨਗਰ ਦੇ ਸਮੂਹ ਵਸਨੀਕਾਂ ਦੀਆਂ ਮੁਸ਼ਕਲਾਂ ਸੁਣਨ ਲਈ ਮੇਅਰ ਪਦਮਜੀਤ ਮਹਿਤਾ ਪਹੁੰਚੇ। ਉਨ੍ਹਾਂ ਨੇ ਸਮੱਸਿਆਵਾਂ ਨੂੰ ਜਲਦ ਹੱਲ ਕਰਨ ਦਾ ਭਰੋਸਾ ਦਵਾਇਆ ਅਤੇ ਕਿਹਾ ਕਿ ਲੋਕਾਂ ਨੂੰ ਕਿਸੇ ਵੀ ਤਰ੍ਹਾਂ ਨਾਲ ਕੋਈ ਮੁਸ਼ਕਲ ਪੇਸ਼ ਨਹੀਂ ਆਉਣ ਦੇਵਾਂਗੇ। ਮੇਅਰ ਪਦਮ ਜੀਤ ਮਹਿਤਾ ਨੇ ਕਿਹਾ ਕਿ ਸ਼ਹਿਰ ਦੀ ਖੂਬਸੂਰਤੀ ਲਈ ਕੋਈ ਕਸਰ ਬਾਕੀ ਨਹੀਂ ਛੱਡੀ ਜਾਵੇਗੀ, ਸਫਾਈ ਦੇ ਉਚਿਤ ਪ੍ਰਬੰਧ ਲਈ ਪੂਰੇ ਸ਼ਹਿਰ ਵਿੱਚ ਕੰਮ ਜਾਰੀ ਹੈ।: [232, 114, 352, 208]
